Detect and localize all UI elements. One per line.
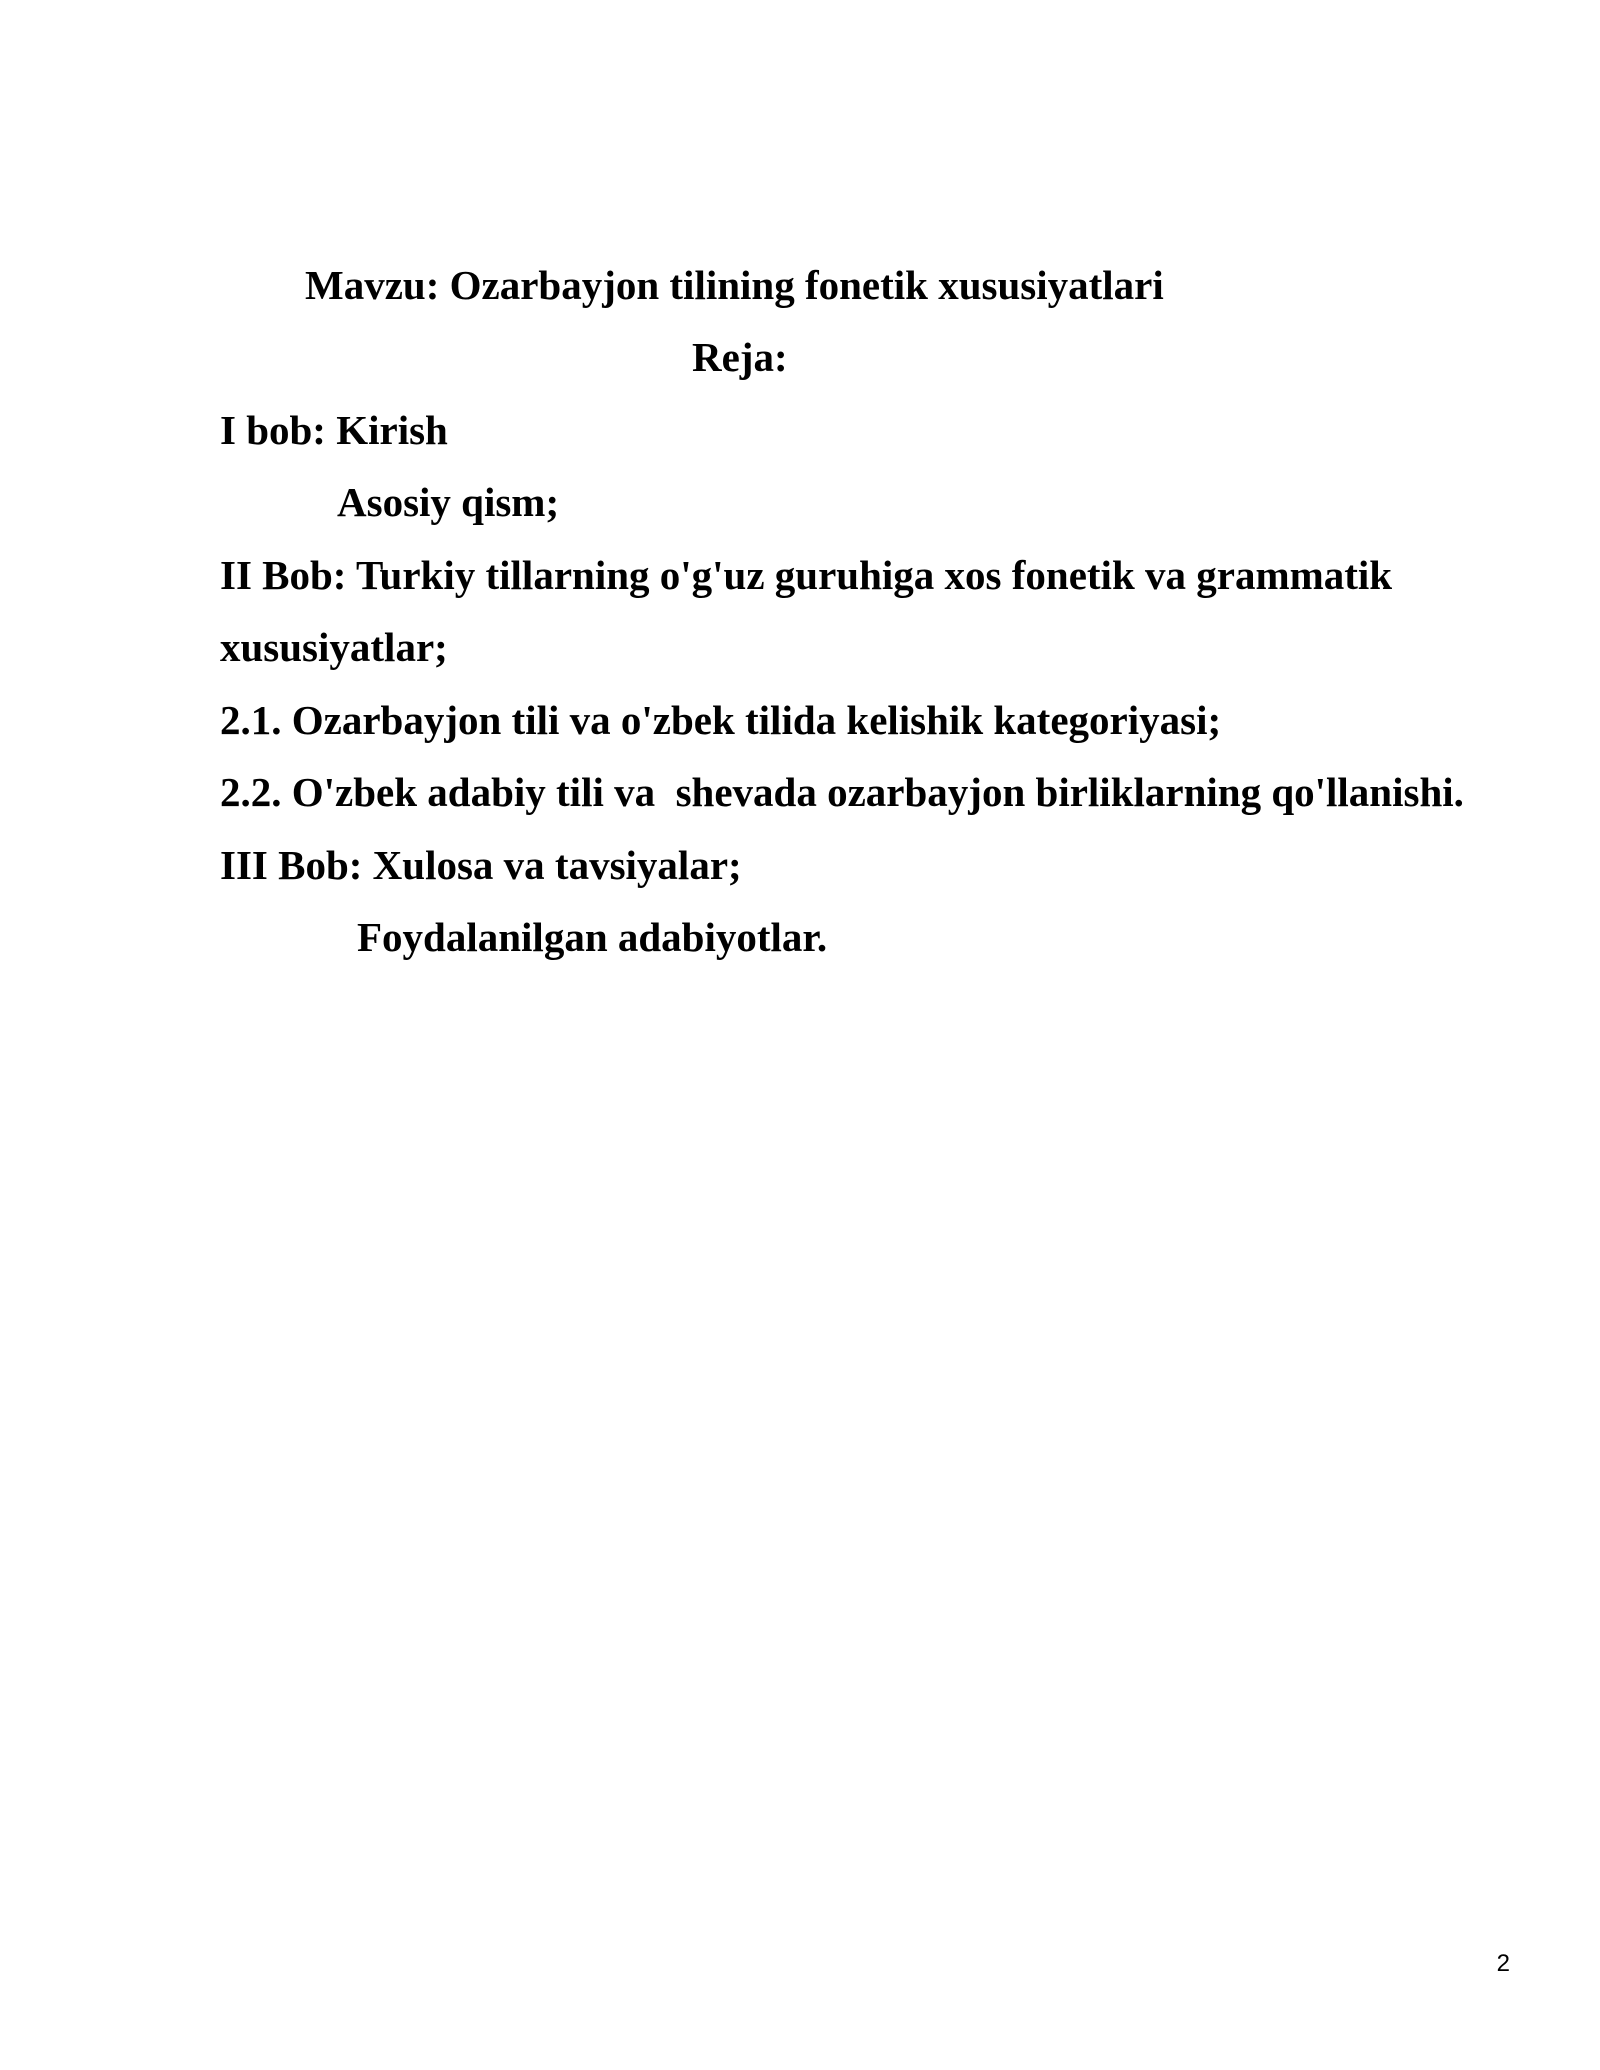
plan-heading: Reja: — [692, 334, 788, 380]
outline-item-section-2-1: 2.1. Ozarbayjon tili va o'zbek tilida kelishik kategoriyasi; — [220, 697, 1222, 743]
outline-item-main-part: Asosiy qism; — [337, 479, 560, 525]
document-title: Mavzu: Ozarbayjon tilining fonetik xususiyatlari — [305, 262, 1164, 308]
outline-item-chapter-2: II Bob: Turkiy tillarning o'g'uz guruhiga xos fonetik va grammatik — [220, 552, 1393, 598]
outline-item-chapter-2-continued: xususiyatlar; — [220, 624, 448, 670]
page-number: 2 — [1496, 1950, 1510, 1977]
outline-item-chapter-3: III Bob: Xulosa va tavsiyalar; — [220, 842, 742, 888]
outline-item-chapter-1: I bob: Kirish — [220, 407, 448, 453]
outline-item-references: Foydalanilgan adabiyotlar. — [357, 914, 828, 960]
outline-item-section-2-2: 2.2. O'zbek adabiy tili va shevada ozarbayjon birliklarning qo'llanishi. — [220, 769, 1464, 815]
